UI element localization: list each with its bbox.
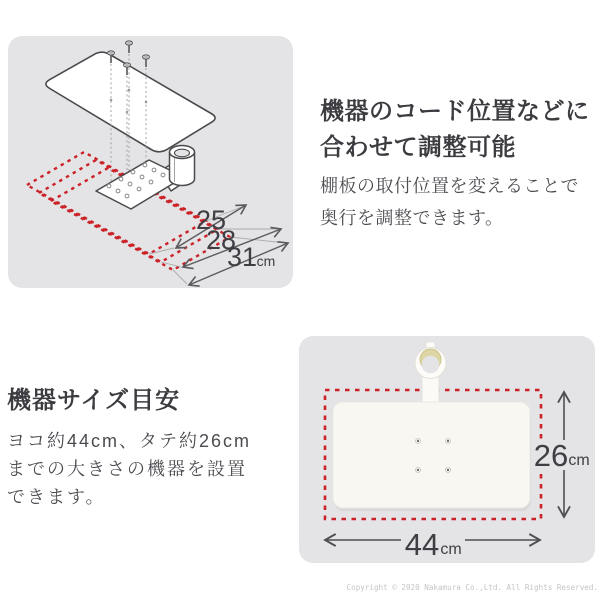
device-size-body (7, 427, 291, 511)
depth-label-25: 25 (195, 205, 227, 235)
body-line-1: 棚板の取付位置を変えることで (320, 176, 579, 196)
heading-line-2: 合わせて調整可能 (320, 134, 516, 161)
height-dimension (534, 392, 593, 517)
device-size-panel (299, 336, 595, 563)
depth-adjust-heading (320, 94, 592, 166)
depth-adjust-body (320, 170, 592, 234)
shelf-board (46, 52, 215, 152)
width-unit-label: cm (440, 541, 462, 558)
body-line-2: 奥行を調整できます。 (320, 208, 504, 228)
body-line-3: できます。 (7, 487, 106, 507)
device-size-diagram (299, 336, 595, 563)
body-line-1: ヨコ約44cm、タテ約26cm (7, 431, 252, 451)
device-size-text-block (7, 386, 291, 511)
depth-adjust-panel (8, 36, 293, 288)
depth-adjust-text-block (320, 94, 592, 234)
pole-clamp (170, 146, 195, 186)
height-value-label: 26 (533, 438, 569, 473)
width-dimension (325, 527, 540, 562)
height-unit-label: cm (568, 452, 590, 469)
device-size-heading: 機器サイズ目安 (7, 387, 181, 414)
body-line-2: までの大きさの機器を設置 (7, 459, 247, 479)
depth-label-28: 28 (205, 225, 237, 255)
depth-adjust-diagram (8, 36, 293, 288)
heading-line-1: 機器のコード位置などに (320, 98, 590, 125)
copyright-text: Copyright © 2020 Nakamura Co.,Ltd. All Rights Reserved. (346, 583, 598, 592)
shelf-board-top (333, 402, 530, 508)
width-value-label: 44 (404, 527, 440, 562)
depth-label-31: 31 (226, 242, 258, 272)
depth-unit-label: cm (256, 253, 276, 269)
pole-clamp-ring (415, 342, 446, 379)
